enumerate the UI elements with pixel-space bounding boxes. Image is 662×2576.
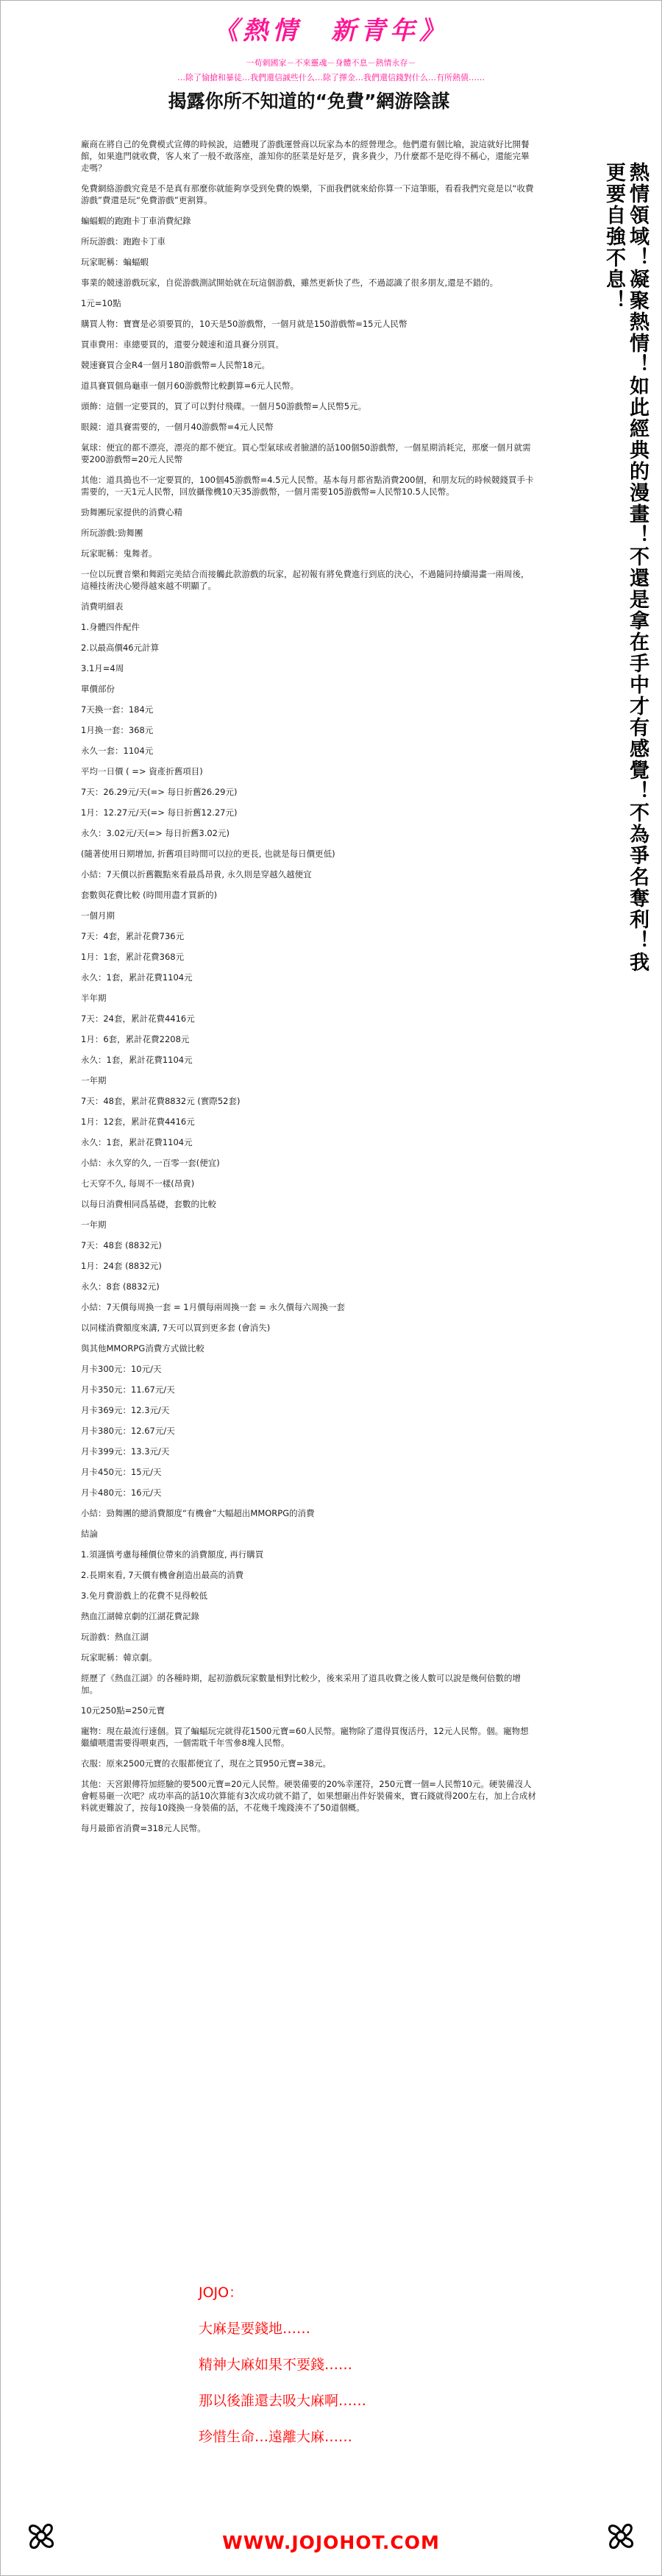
article-paragraph: 月卡300元：10元/天 xyxy=(81,1364,162,1374)
article-paragraph: 2.以最高價46元計算 xyxy=(81,643,160,653)
vertical-slogan: 熱情領域！凝聚熱情！如此經典的漫畫！不還是拿在手中才有感覺！不為爭名奪利！我更要自強不息！ xyxy=(602,162,649,973)
article-paragraph: 7天換一套：184元 xyxy=(81,704,154,715)
article-paragraph: 道具賽買個鳥龜車一個月60游戲幣比較劃算=6元人民幣。 xyxy=(81,381,299,391)
site-title: 《熱情 新青年》 xyxy=(213,16,449,46)
article-paragraph: 月卡369元：12.3元/天 xyxy=(81,1405,170,1415)
article-paragraph: 月卡350元：11.67元/天 xyxy=(81,1384,175,1395)
article-paragraph: 3.1月=4周 xyxy=(81,663,124,673)
article-paragraph: 套數與花費比較 (時間用盡才買新的) xyxy=(81,890,218,900)
article-paragraph: 結論 xyxy=(81,1529,98,1539)
closing-heading: JOJO： xyxy=(199,2285,243,2301)
article-paragraph: 事業的競速游戲玩家，自從游戲測試開始就在玩這個游戲，雖然更新快了些，不過認識了很多朋友,還是不錯的。 xyxy=(81,277,499,288)
article-paragraph: 永久：1套，累計花費1104元 xyxy=(81,1055,193,1065)
article-paragraph: 七天穿不久, 每周不一樣(昂貴) xyxy=(81,1178,195,1189)
article-paragraph: 一年期 xyxy=(81,1075,107,1086)
article-paragraph: 玩游戲：熱血江湖 xyxy=(81,1632,149,1642)
article-paragraph: 小結：勁舞團的總消費額度“有機會”大幅超出MMORPG的消費 xyxy=(81,1508,315,1518)
article-paragraph: 購買人物：寶寶是必須要買的，10天是50游戲幣，一個月就是150游戲幣=15元人民幣 xyxy=(81,319,407,329)
article-paragraph: 勁舞團玩家提供的消費心精 xyxy=(81,507,182,517)
article-paragraph: 其他：道具搗也不一定要買的，100個45游戲幣=4.5元人民幣。基本每月都省點消費200個，和朋友玩的時候競錢買手卡需要的，一天1元人民幣，回放攝像機10天35游戲幣，一個月需要105游戲幣=人民幣10.5人民幣。 xyxy=(81,475,534,497)
article-paragraph: 月卡380元：12.67元/天 xyxy=(81,1426,175,1436)
article-paragraph: 玩家昵稱：韓京劇。 xyxy=(81,1652,157,1663)
article-paragraph: 所玩游戲：跑跑卡丁車 xyxy=(81,236,166,247)
article-paragraph: 2.長期來看, 7天價有機會創造出最高的消費 xyxy=(81,1570,244,1580)
article-paragraph: 7天：48套 (8832元) xyxy=(81,1240,162,1250)
article-paragraph: 7天：48套，累計花費8832元 (實際52套) xyxy=(81,1096,241,1106)
article-paragraph: 1月：24套 (8832元) xyxy=(81,1261,162,1271)
article-paragraph: 平均一日價 ( => 資產折舊項目) xyxy=(81,766,203,776)
closing-line: 精神大麻如果不要錢…… xyxy=(199,2357,353,2373)
article-paragraph: 永久：8套 (8832元) xyxy=(81,1281,160,1292)
article-paragraph: 玩家昵稱：蝙蝠蝦 xyxy=(81,257,149,267)
article-paragraph: 1月：6套，累計花費2208元 xyxy=(81,1034,190,1044)
article-paragraph: 買車費用：車總要買的，還要分競速和道具賽分別買。 xyxy=(81,339,284,350)
ornament-icon xyxy=(21,2516,62,2557)
article-paragraph: 衣服：原來2500元寶的衣服都便宜了，現在之買950元寶=38元。 xyxy=(81,1758,331,1769)
closing-line: 珍惜生命…遠離大麻…… xyxy=(199,2429,353,2445)
ornament-icon xyxy=(600,2516,641,2557)
article-paragraph: 10元250點=250元寶 xyxy=(81,1705,166,1716)
article-paragraph: 永久：1套，累計花費1104元 xyxy=(81,972,193,983)
article-paragraph: 一位以玩賣音樂和舞蹈完美結合而接觸此款游戲的玩家，起初報有將免費進行到底的決心，不過隨同持續湯畫一兩周後，這種技術決心變得越來越不明顯了。 xyxy=(81,569,530,591)
article-paragraph: 經歷了《熱血江湖》的各種時期，起初游戲玩家數量相對比較少，後來采用了道具收費之後人數可以說是幾何倍數的增加。 xyxy=(81,1673,521,1695)
article-paragraph: 熱血江湖韓京劇的江湖花費記錄 xyxy=(81,1611,199,1621)
article-paragraph: 以同樣消費額度來講, 7天可以買到更多套 (會消失) xyxy=(81,1323,271,1333)
article-paragraph: 玩家昵稱：鬼舞者。 xyxy=(81,548,157,559)
article-body xyxy=(81,138,537,1843)
article-paragraph: 以每日消費相同爲基礎，套數的比較 xyxy=(81,1199,216,1209)
article-paragraph: 月卡450元：15元/天 xyxy=(81,1467,162,1477)
article-paragraph: 1月：12.27元/天(=> 每日折舊12.27元) xyxy=(81,807,238,818)
article-paragraph: 3.免月費游戲上的花費不見得較低 xyxy=(81,1590,207,1601)
article-paragraph: 與其他MMORPG消費方式做比較 xyxy=(81,1343,204,1354)
article-paragraph: 小結：永久穿的久, 一百零一套(便宜) xyxy=(81,1158,220,1168)
article-paragraph: 眼鏡：道具賽需要的，一個月40游戲幣=4元人民幣 xyxy=(81,422,274,432)
article-paragraph: 7天：26.29元/天(=> 每日折舊26.29元) xyxy=(81,787,238,797)
header-slogan-2: …除了愉搶和暴徒…我們還信誠些什么…除了擇金…我們還信錢對什么…有所熱債…… xyxy=(177,73,485,82)
article-paragraph: 1月：1套，累計花費368元 xyxy=(81,952,185,962)
article-paragraph: 7天：24套，累計花費4416元 xyxy=(81,1013,195,1024)
article-title: 揭露你所不知道的“免費”網游陰謀 xyxy=(168,91,450,112)
article-paragraph: 廠商在將自己的免費模式宣傳的時候說，這體現了游戲運營商以玩家為本的經營理念。他們還有個比喻，說這就好比開餐館，如果進門就收費，客人來了一般不敢落座，誰知你的胚菜是好是歹，貴多貴少，乃什麼都不是吃得不稱心，還能完畢走嗎？ xyxy=(81,139,530,173)
article-paragraph: 寵物：現在最流行速個。買了蝙蝠玩完就得花1500元寶=60人民幣。寵物除了還得買復活丹，12元人民幣。個。寵物想繼續喂還需要得喂東西，一個需耽千年雪參8塊人民幣。 xyxy=(81,1726,529,1748)
article-paragraph: 1月換一套：368元 xyxy=(81,725,154,735)
article-paragraph: 永久：1套，累計花費1104元 xyxy=(81,1137,193,1147)
footer-url[interactable]: WWW.JOJOHOT.COM xyxy=(222,2532,440,2553)
article-paragraph: 小結：7天價每周換一套 = 1月價每兩周換一套 = 永久價每六周換一套 xyxy=(81,1302,346,1312)
article-paragraph: 競速賽買合金R4一個月180游戲幣=人民幣18元。 xyxy=(81,360,271,370)
article-paragraph: 一個月期 xyxy=(81,910,115,921)
article-paragraph: 一年期 xyxy=(81,1220,107,1230)
site-header xyxy=(0,0,662,82)
article-paragraph: 消費明細表 xyxy=(81,601,124,612)
article-paragraph: 每月最節省消費=318元人民幣。 xyxy=(81,1823,206,1833)
article-paragraph: 1.身體四件配件 xyxy=(81,622,140,632)
closing-block xyxy=(199,2282,493,2462)
article-paragraph: 7天：4套，累計花費736元 xyxy=(81,931,185,941)
header-slogan-1: 一苟刺國家－不來靈魂－身體不息－熱情永存－ xyxy=(246,58,416,68)
article-paragraph: 月卡480元：16元/天 xyxy=(81,1487,162,1498)
article-paragraph: 單價部份 xyxy=(81,684,115,694)
article-paragraph: 氣球：便宜的都不漂亮，漂亮的都不便宜。買心型氣球或者臉譜的話100個50游戲幣，一個星期消耗完，那麼一個月就需要200游戲幣=20元人民幣 xyxy=(81,442,531,464)
closing-line: 大麻是要錢地…… xyxy=(199,2321,311,2337)
article-paragraph: 蝙蝠蝦的跑跑卡丁車消費紀錄 xyxy=(81,216,191,226)
article-paragraph: 半年期 xyxy=(81,993,107,1003)
article-paragraph: 頭飾：這個一定要買的，買了可以對付飛碟。一個月50游戲幣=人民幣5元。 xyxy=(81,401,367,411)
article-paragraph: 其他：天宮銀傳符加經驗的要500元寶=20元人民幣。硬裝備要的20%幸運符，250元寶一個=人民幣10元。硬裝備沒人會輕易砸一次吧？成功率高的話10次算能有3次成功就不錯了，如果想砸出件好裝備來，寶石錢就得200左右，加上合成材料就更難說了，按每10錢換一身裝備的話，不花幾千塊錢湊不了50道個概。 xyxy=(81,1779,536,1813)
closing-line: 那以後誰還去吸大麻啊…… xyxy=(199,2393,367,2409)
article-paragraph: 小結：7天價以折舊觀點來看最爲昂貴, 永久則是穿越久越便宜 xyxy=(81,869,312,880)
article-paragraph: 永久一套：1104元 xyxy=(81,746,154,756)
article-paragraph: 1.須謹慎考慮每種價位帶來的消費額度, 再行購買 xyxy=(81,1549,264,1560)
article-paragraph: 月卡399元：13.3元/天 xyxy=(81,1446,170,1457)
article-paragraph: 所玩游戲:勁舞團 xyxy=(81,528,143,538)
article-paragraph: 1元=10點 xyxy=(81,298,121,308)
article-paragraph: 永久：3.02元/天(=> 每日折舊3.02元) xyxy=(81,828,229,838)
article-paragraph: 1月：12套，累計花費4416元 xyxy=(81,1117,195,1127)
article-paragraph: 免費網絡游戲究竟是不是真有那麼你就能夠享受到免費的娛樂，下面我們就來給你算一下這筆賬，看看我們究竟是以“收費游戲”費還是玩“免費游戲”更割算。 xyxy=(81,183,534,205)
article-paragraph: (隨著使用日期增加, 折舊項目時間可以拉的更長, 也就是每日價更低) xyxy=(81,849,335,859)
